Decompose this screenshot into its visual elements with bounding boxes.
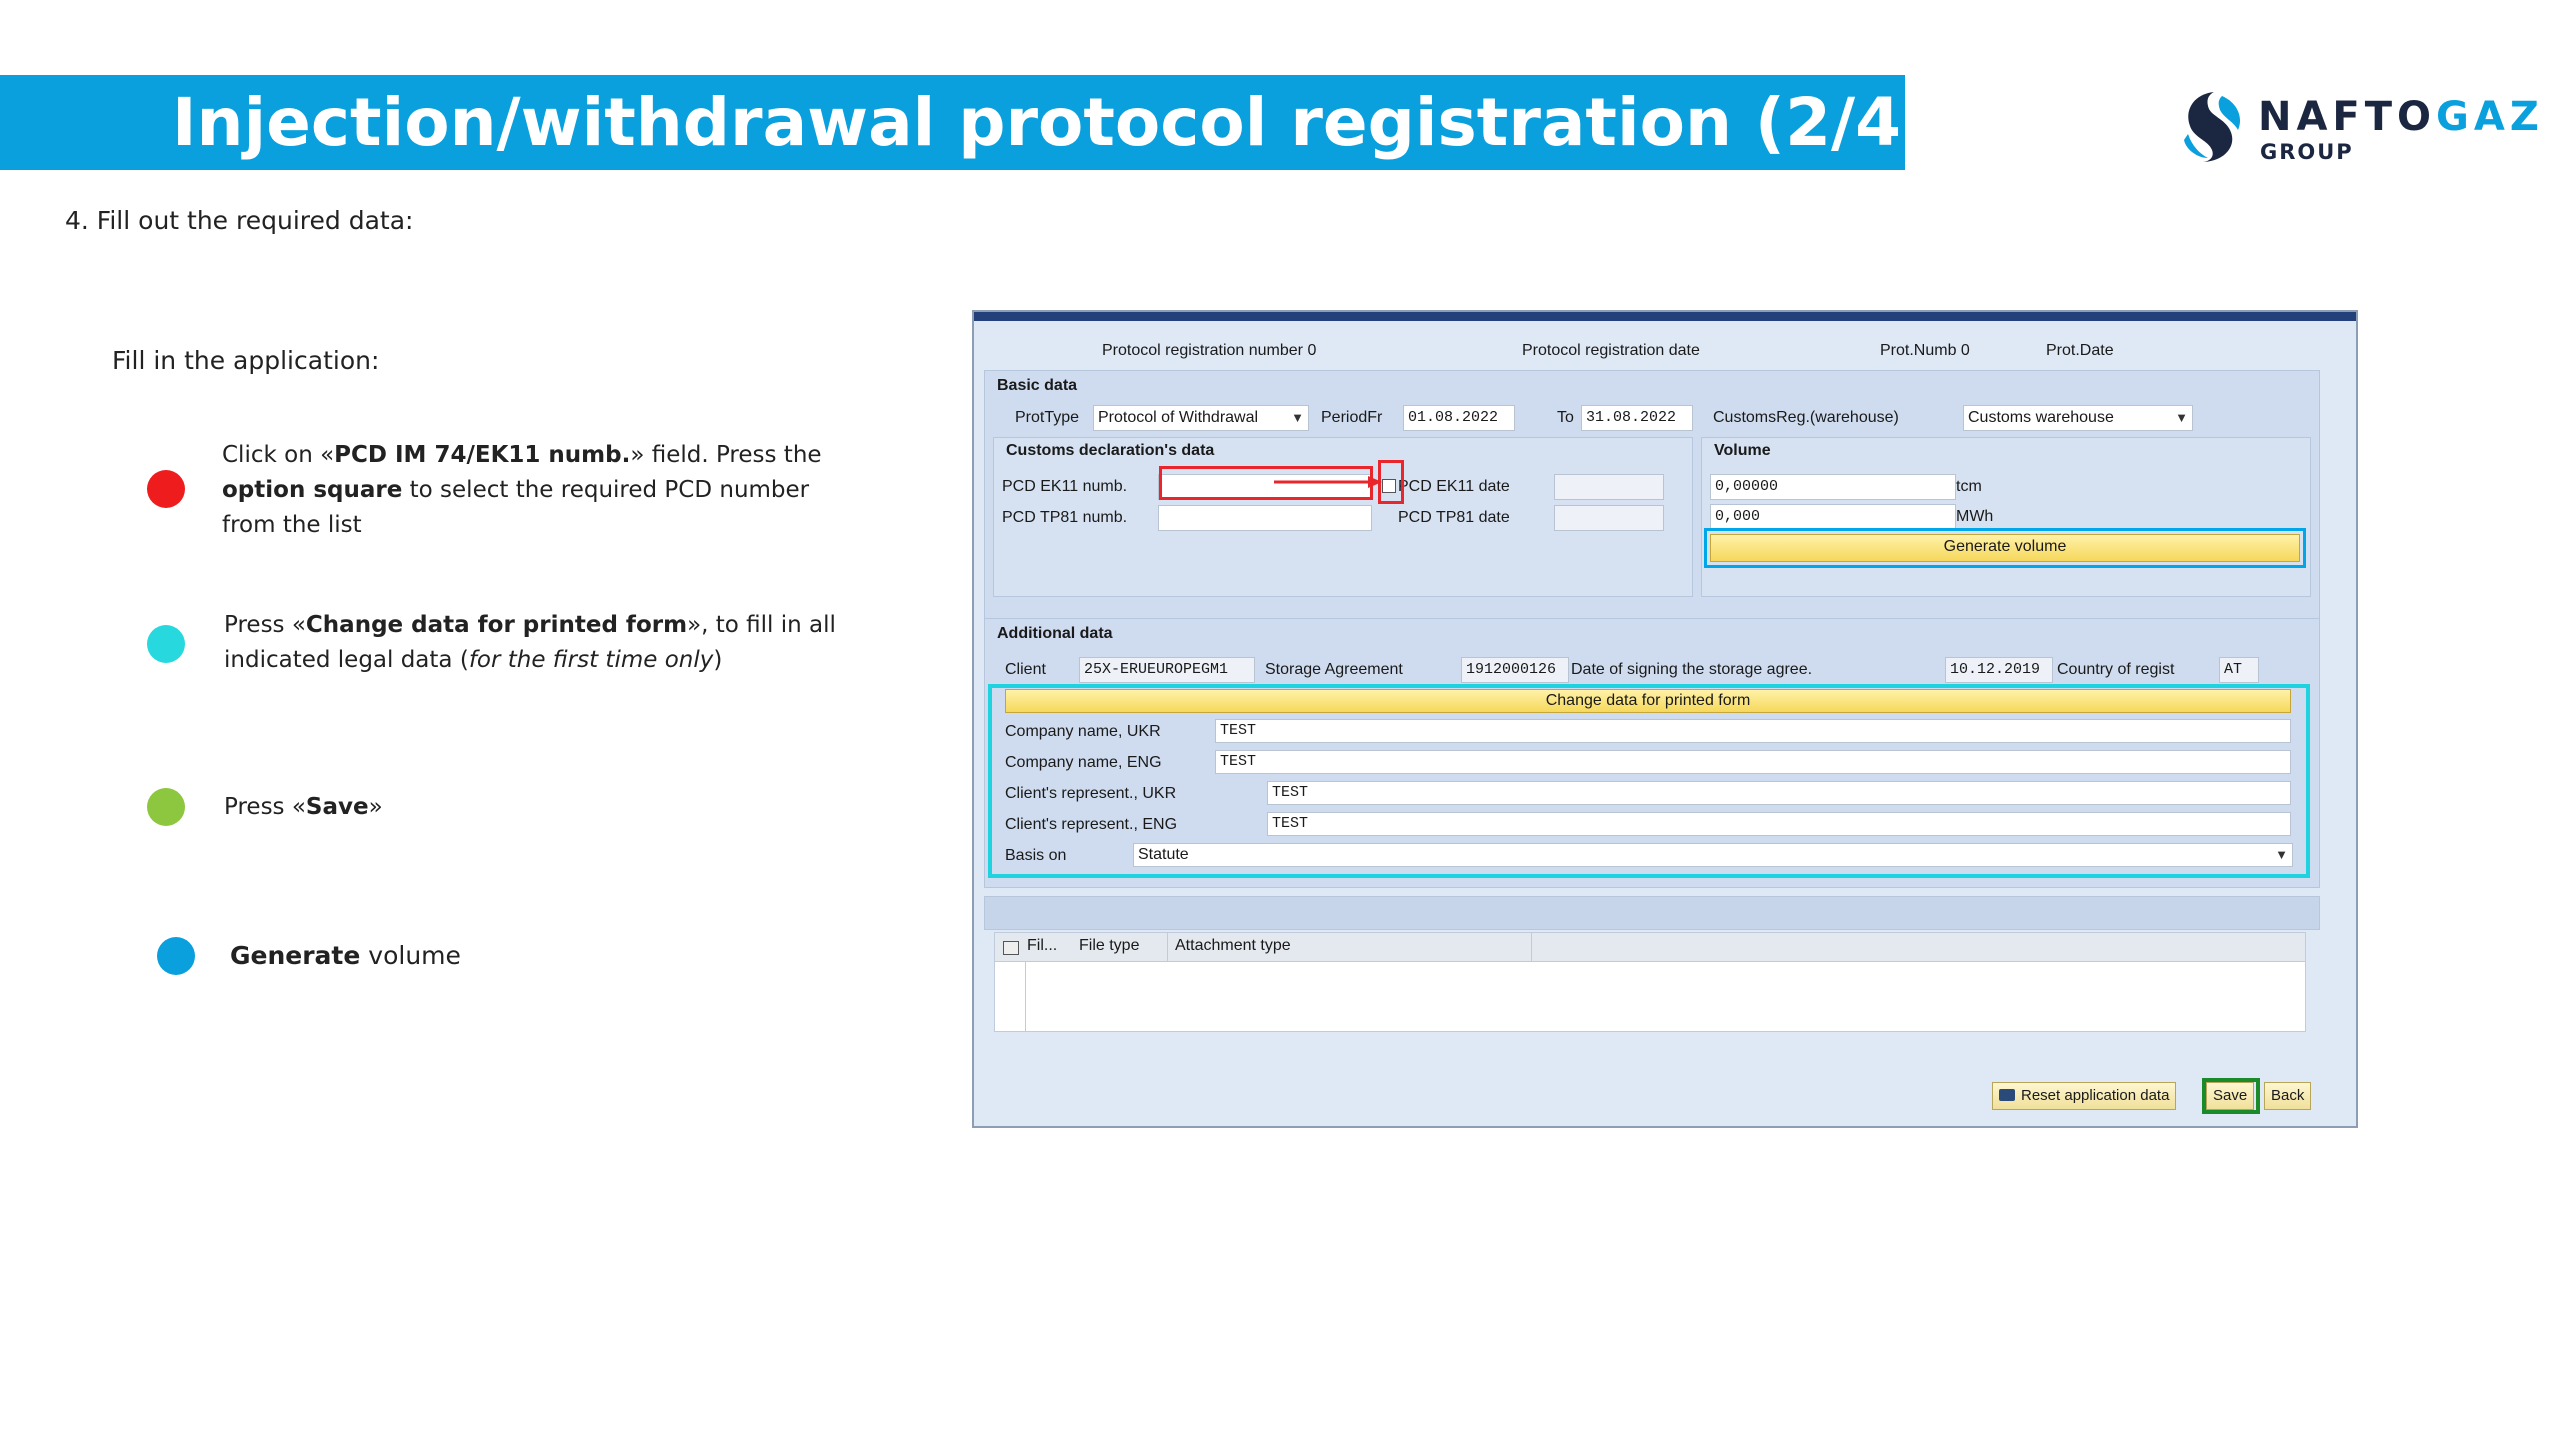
customsreg-label: CustomsReg.(warehouse) bbox=[1713, 409, 1899, 426]
change-printed-form-button[interactable]: Change data for printed form bbox=[1005, 689, 2291, 713]
attachments-divider bbox=[1167, 933, 1168, 961]
volume-mwh-field[interactable]: 0,000 bbox=[1710, 504, 1956, 530]
signing-date-field[interactable]: 10.12.2019 bbox=[1945, 657, 2053, 683]
chevron-down-icon: ▼ bbox=[1291, 410, 1304, 425]
additional-data-title: Additional data bbox=[997, 625, 1113, 642]
client-rep-ukr-field[interactable]: TEST bbox=[1267, 781, 2291, 805]
volume-title: Volume bbox=[1714, 442, 1771, 459]
prot-reg-number-label: Protocol registration number 0 bbox=[1102, 342, 1317, 359]
instructions-heading: Fill in the application: bbox=[112, 346, 380, 375]
customs-declaration-title: Customs declaration's data bbox=[1006, 442, 1215, 459]
red-arrow-icon bbox=[1274, 474, 1382, 490]
client-rep-eng-field[interactable]: TEST bbox=[1267, 812, 2291, 836]
step-heading: 4. Fill out the required data: bbox=[65, 206, 414, 235]
attachment-icon[interactable] bbox=[1003, 941, 1019, 955]
naftogaz-logo bbox=[2178, 88, 2544, 168]
prottype-select[interactable]: Protocol of Withdrawal ▼ bbox=[1093, 405, 1309, 431]
pcd-ek11-date-label: PCD EK11 date bbox=[1398, 478, 1510, 495]
camera-icon bbox=[1999, 1089, 2015, 1101]
attachments-table bbox=[994, 932, 2306, 1032]
logo-subtitle: GROUP bbox=[2260, 140, 2354, 164]
prot-date-label: Prot.Date bbox=[2046, 342, 2114, 359]
client-field[interactable]: 25X-ERUEUROPEGM1 bbox=[1079, 657, 1255, 683]
generate-volume-button[interactable]: Generate volume bbox=[1710, 534, 2300, 562]
company-name-ukr-label: Company name, UKR bbox=[1005, 723, 1161, 740]
periodfr-field[interactable]: 01.08.2022 bbox=[1403, 405, 1515, 431]
pcd-ek11-label: PCD EK11 numb. bbox=[1002, 478, 1128, 495]
pcd-ek11-date-field[interactable] bbox=[1554, 474, 1664, 500]
prottype-label: ProtType bbox=[1015, 409, 1080, 426]
basic-data-title: Basic data bbox=[997, 377, 1078, 394]
pcd-tp81-date-label: PCD TP81 date bbox=[1398, 509, 1510, 526]
signing-date-label: Date of signing the storage agree. bbox=[1571, 661, 1813, 678]
chevron-down-icon: ▼ bbox=[2275, 847, 2288, 862]
instruction-blue: Generate volume bbox=[230, 941, 461, 970]
to-field[interactable]: 31.08.2022 bbox=[1581, 405, 1693, 431]
page-title: Injection/withdrawal protocol registration (2/4) bbox=[172, 84, 1932, 161]
prot-numb-label: Prot.Numb 0 bbox=[1880, 342, 1970, 359]
instruction-green: Press «Save» bbox=[224, 794, 383, 820]
chevron-down-icon: ▼ bbox=[2175, 410, 2188, 425]
volume-mwh-unit: MWh bbox=[1956, 508, 1994, 525]
pcd-tp81-label: PCD TP81 numb. bbox=[1002, 509, 1128, 526]
volume-tcm-unit: tcm bbox=[1956, 478, 1982, 495]
sap-top-bar bbox=[974, 312, 2356, 321]
col-file[interactable]: Fil... bbox=[1027, 937, 1058, 954]
basis-on-label: Basis on bbox=[1005, 847, 1067, 864]
storage-agreement-field[interactable]: 1912000126 bbox=[1461, 657, 1569, 683]
col-file-type[interactable]: File type bbox=[1079, 937, 1140, 954]
company-name-eng-field[interactable]: TEST bbox=[1215, 750, 2291, 774]
logo-wordmark: NAFTOGAZ bbox=[2258, 94, 2544, 140]
back-button[interactable]: Back bbox=[2264, 1082, 2311, 1110]
red-bullet-icon bbox=[147, 470, 185, 508]
blue-highlight-generate-volume bbox=[1704, 528, 2306, 568]
basis-on-select[interactable]: Statute ▼ bbox=[1133, 843, 2293, 867]
pcd-tp81-field[interactable] bbox=[1158, 505, 1372, 531]
prot-reg-date-label: Protocol registration date bbox=[1522, 342, 1700, 359]
client-label: Client bbox=[1005, 661, 1046, 678]
company-name-eng-label: Company name, ENG bbox=[1005, 754, 1162, 771]
col-attachment-type[interactable]: Attachment type bbox=[1175, 937, 1291, 954]
cyan-highlight-printed-form bbox=[988, 684, 2310, 878]
cyan-bullet-icon bbox=[147, 625, 185, 663]
attachments-divider bbox=[1531, 933, 1532, 961]
periodfr-label: PeriodFr bbox=[1321, 409, 1383, 426]
sap-screenshot bbox=[972, 310, 2358, 1128]
instruction-cyan: Press «Change data for printed form», to fill in all indicated legal data (for the first time only) bbox=[224, 612, 836, 673]
country-field[interactable]: AT bbox=[2219, 657, 2259, 683]
storage-agreement-label: Storage Agreement bbox=[1265, 661, 1403, 678]
naftogaz-logo-icon bbox=[2178, 88, 2248, 164]
volume-panel bbox=[1701, 437, 2311, 597]
attachments-panel bbox=[984, 896, 2320, 930]
save-button[interactable]: Save bbox=[2206, 1082, 2254, 1110]
title-bar bbox=[0, 75, 1932, 170]
client-rep-eng-label: Client's represent., ENG bbox=[1005, 816, 1178, 833]
country-label: Country of regist bbox=[2057, 661, 2175, 678]
client-rep-ukr-label: Client's represent., UKR bbox=[1005, 785, 1177, 802]
customsreg-select[interactable]: Customs warehouse ▼ bbox=[1963, 405, 2193, 431]
blue-bullet-icon bbox=[157, 937, 195, 975]
instruction-red: Click on «PCD IM 74/EK11 numb.» field. Press the option square to select the required PCD number from the list bbox=[222, 442, 822, 538]
volume-tcm-field[interactable]: 0,00000 bbox=[1710, 474, 1956, 500]
green-highlight-save bbox=[2202, 1078, 2260, 1114]
customs-declaration-panel bbox=[993, 437, 1693, 597]
pcd-tp81-date-field[interactable] bbox=[1554, 505, 1664, 531]
green-bullet-icon bbox=[147, 788, 185, 826]
to-label: To bbox=[1557, 409, 1574, 426]
reset-application-button[interactable]: Reset application data bbox=[1992, 1082, 2176, 1110]
company-name-ukr-field[interactable]: TEST bbox=[1215, 719, 2291, 743]
attachments-divider bbox=[1025, 961, 1026, 1031]
